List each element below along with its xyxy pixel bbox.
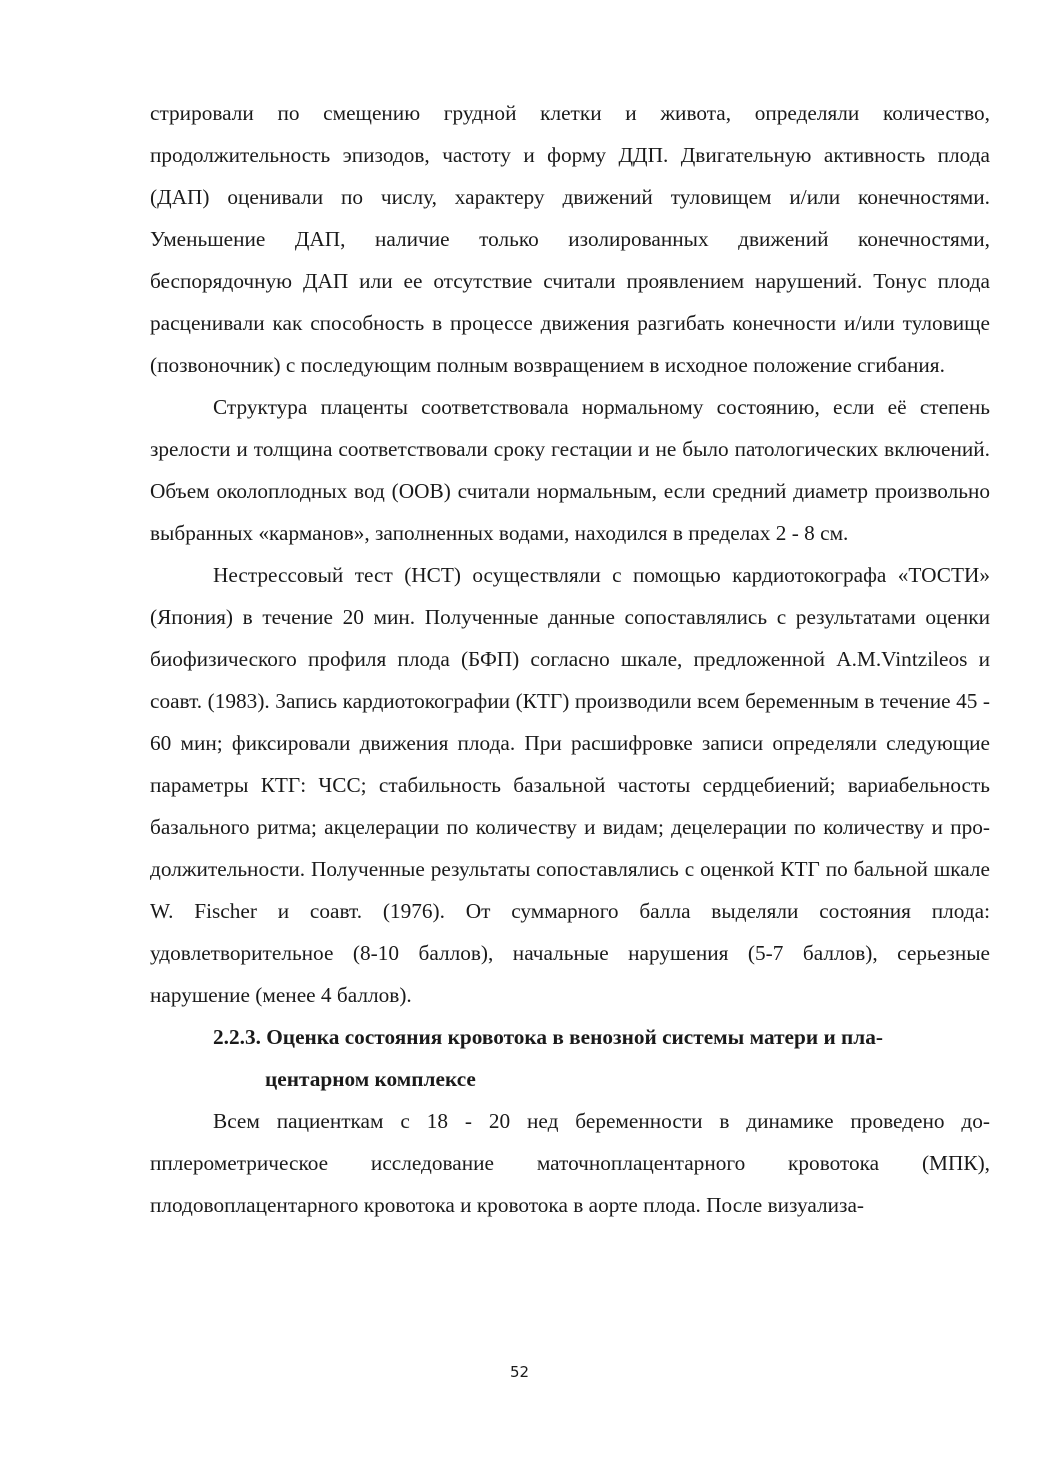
paragraph-placenta-structure: Структура плаценты соответствовала нормальному состоянию, если её степень зрелости и толщина соответствовали сроку гестации и не было патологических включений. Объем околоплодных вод (ООВ) считали нормальным, если средний диаметр произвольно выбранных «карманов», заполненных водами, находился в пределах 2 - 8 см. <box>150 395 990 545</box>
page-number: 52 <box>509 1363 530 1381</box>
paragraph-fetal-activity: стрировали по смещению грудной клетки и живота, определяли количество, продолжительность эпизодов, частоту и форму ДДП. Двигательную активность плода (ДАП) оценивали по числу, характеру движений туловищем и/или конечностями. Уменьшение ДАП, наличие только изолированных движений конечностями, беспорядочную ДАП или ее отсутствие считали проявлением нарушений. Тонус плода расценивали как способность в процессе движения разгибать конечности и/или туловище (позвоночник) с последующим полным возвращением в исходное положение сгибания. <box>150 101 990 377</box>
section-heading-line2: центарном комплексе <box>265 1067 476 1091</box>
document-page <box>150 92 990 1226</box>
section-heading <box>150 1016 990 1100</box>
paragraph-doppler-study: Всем пациенткам с 18 - 20 нед беременности в динамике проведено допплерометрическое исследование маточноплацентарного кровотока (МПК), плодовоплацентарного кровотока и кровотока в аорте плода. После визуализа- <box>150 1109 990 1217</box>
paragraph-nonstress-test: Нестрессовый тест (НСТ) осуществляли с помощью кардиотокографа «ТОСТИ» (Япония) в течение 20 мин. Полученные данные сопоставлялись с результатами оценки биофизического профиля плода (БФП) согласно шкале, предложенной A.M.Vintzileos и соавт. (1983). Запись кардиотокографии (КТГ) производили всем беременным в течение 45 - 60 мин; фиксировали движения плода. При расшифровке записи определяли следующие параметры КТГ: ЧСС; стабильность базальной частоты сердцебиений; вариабельность базального ритма; акцелерации по количеству и видам; децелерации по количеству и продолжительности. Полученные результаты сопоставлялись с оценкой КТГ по бальной шкале W. Fischer и соавт. (1976). От суммарного балла выделяли состояния плода: удовлетворительное (8-10 баллов), начальные нарушения (5-7 баллов), серьезные нарушение (менее 4 баллов). <box>150 563 990 1007</box>
section-heading-line1: 2.2.3. Оценка состояния кровотока в венозной системы матери и пла- <box>213 1025 883 1049</box>
